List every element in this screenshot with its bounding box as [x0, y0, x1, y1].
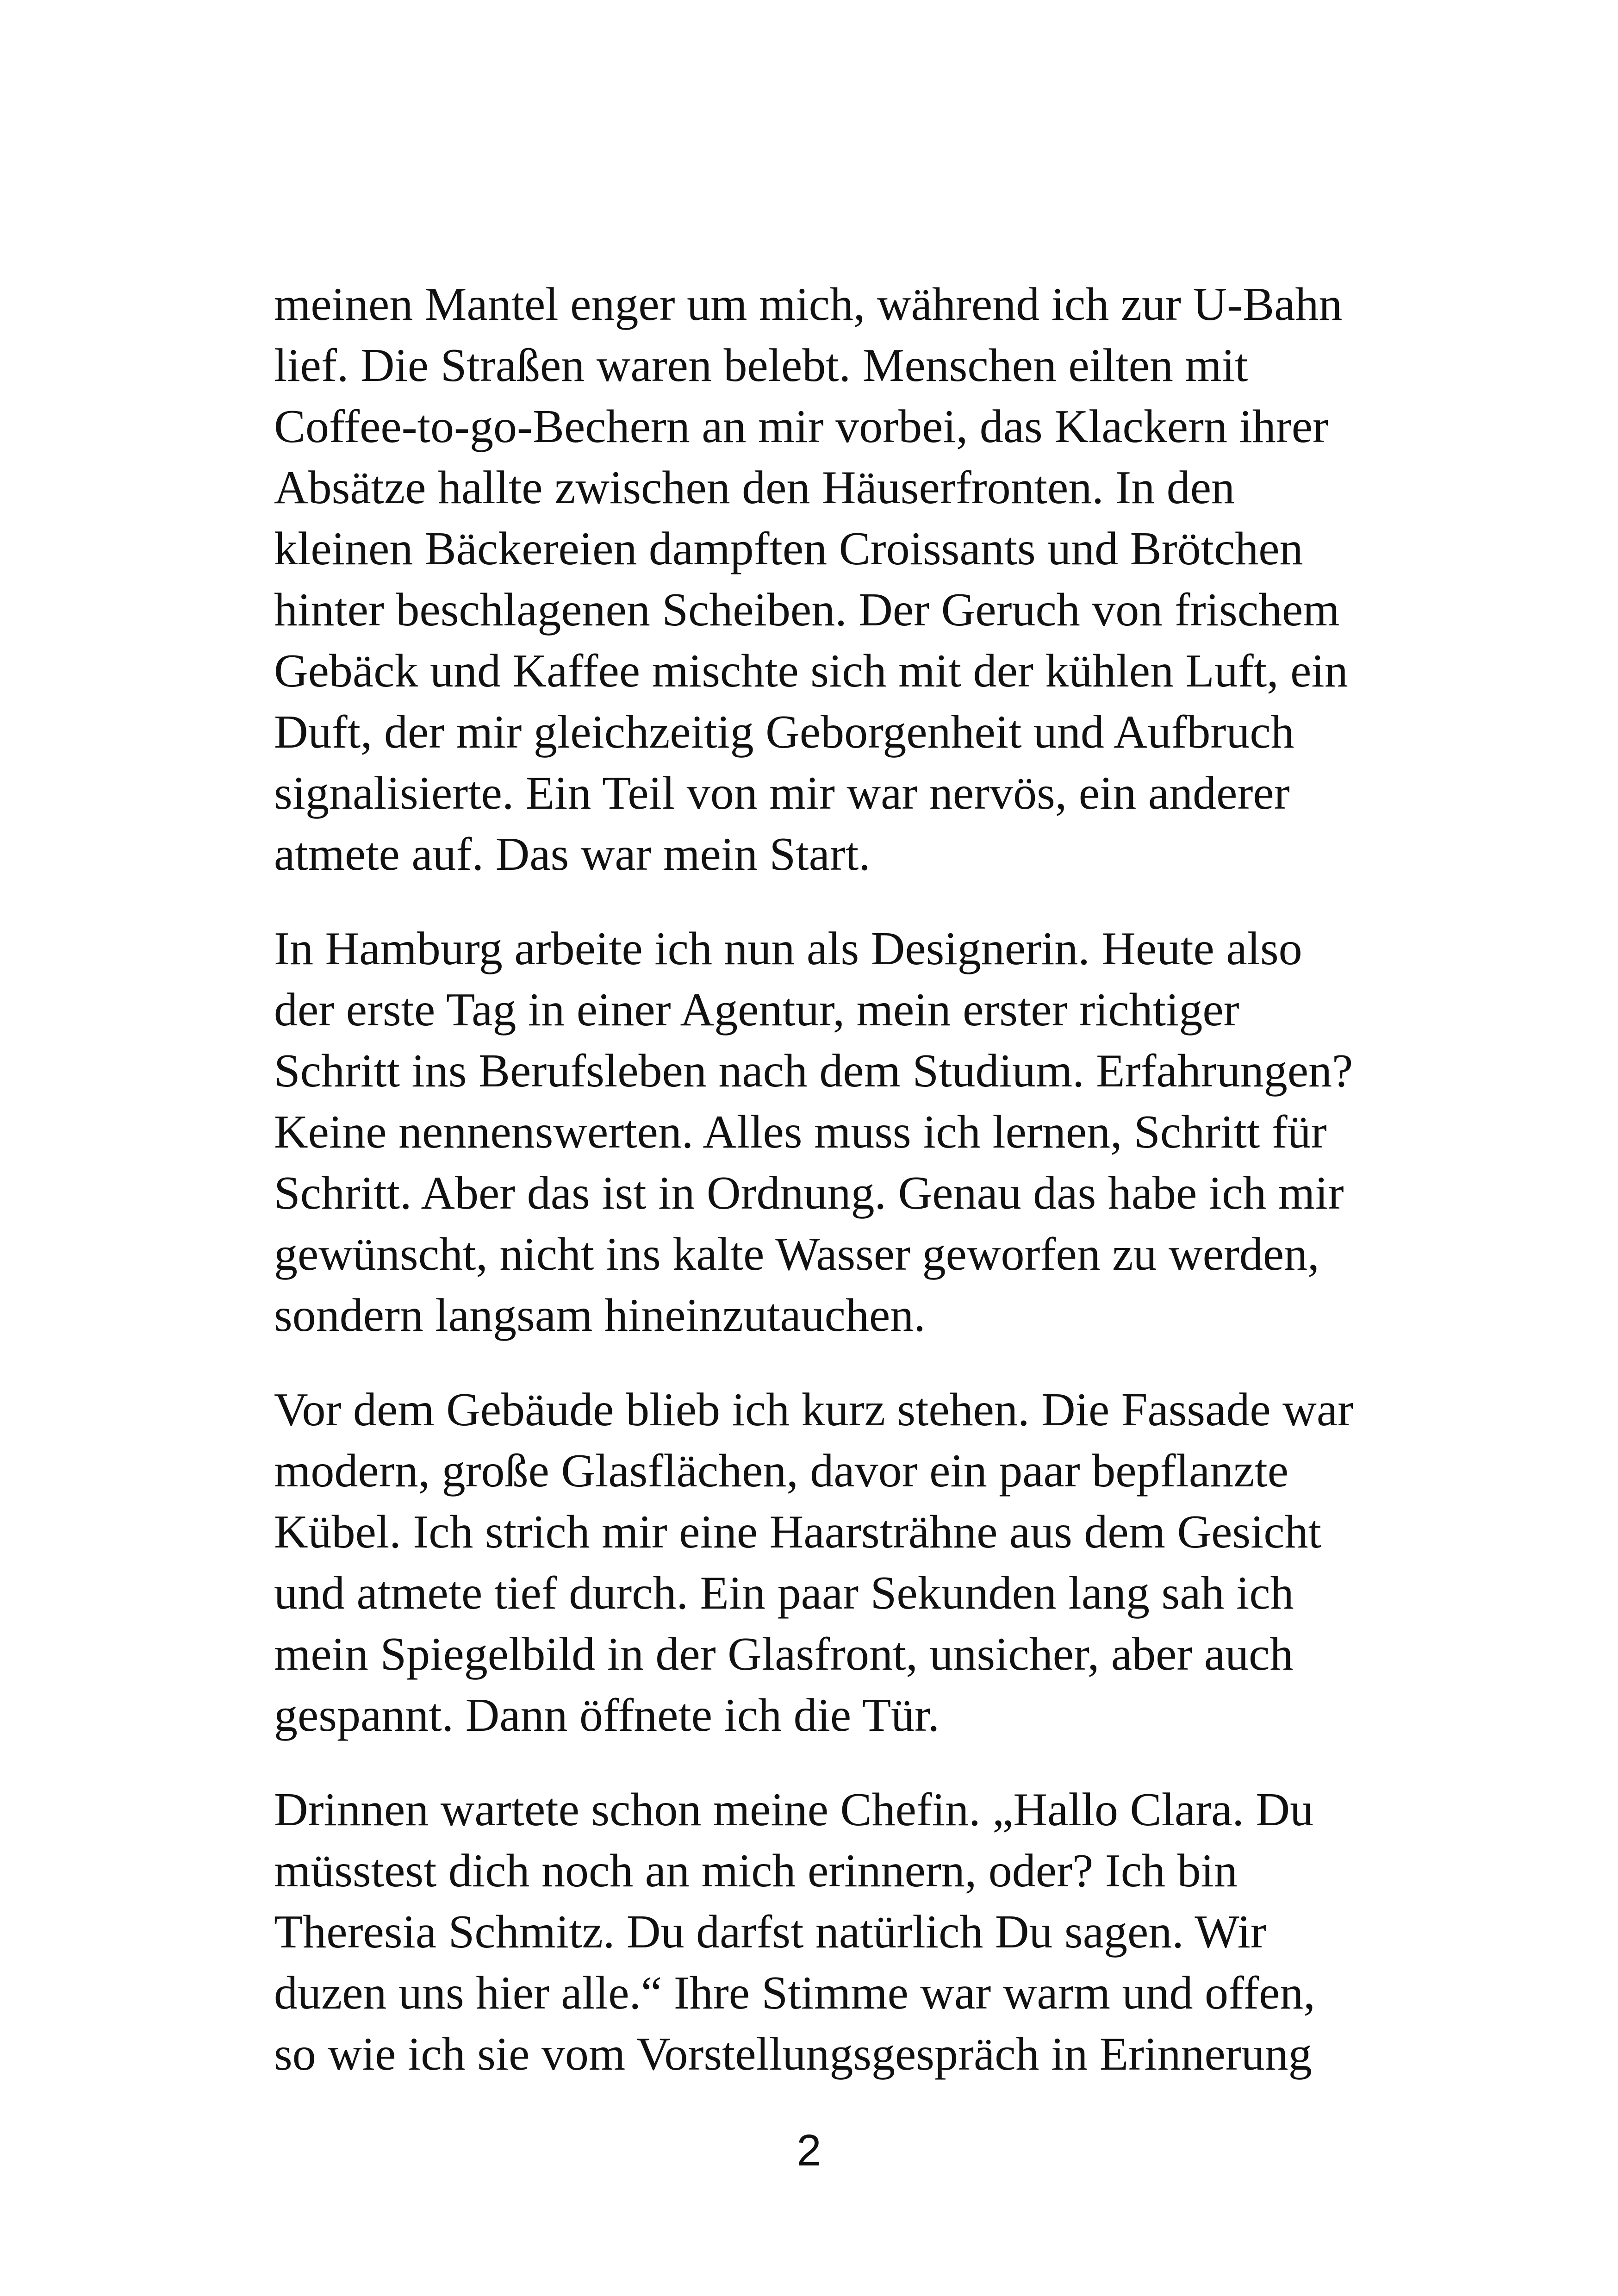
text-line: In Hamburg arbeite ich nun als Designerin. Heute also [274, 923, 1302, 975]
text-line: mein Spiegelbild in der Glasfront, unsicher, aber auch [274, 1628, 1294, 1680]
body-text [274, 274, 1354, 2085]
text-line: Theresia Schmitz. Du darfst natürlich Du sagen. Wir [274, 1906, 1266, 1958]
text-line: duzen uns hier alle.“ Ihre Stimme war warm und offen, [274, 1967, 1315, 2019]
text-line: Kübel. Ich strich mir eine Haarsträhne aus dem Gesicht [274, 1506, 1322, 1558]
text-line: sondern langsam hineinzutauchen. [274, 1289, 926, 1341]
paragraph [274, 918, 1353, 1346]
text-line: Absätze hallte zwischen den Häuserfronten. In den [274, 462, 1235, 514]
text-line: Duft, der mir gleichzeitig Geborgenheit und Aufbruch [274, 706, 1294, 758]
text-line: modern, große Glasflächen, davor ein paar bepflanzte [274, 1445, 1289, 1497]
text-line: lief. Die Straßen waren belebt. Menschen eilten mit [274, 339, 1248, 392]
text-line: Keine nennenswerten. Alles muss ich lernen, Schritt für [274, 1106, 1327, 1158]
text-line: meinen Mantel enger um mich, während ich zur U-Bahn [274, 278, 1343, 331]
text-line: Drinnen wartete schon meine Chefin. „Hallo Clara. Du [274, 1784, 1314, 1836]
page-number: 2 [797, 2126, 821, 2175]
text-line: Schritt ins Berufsleben nach dem Studium. Erfahrungen? [274, 1045, 1353, 1097]
text-line: atmete auf. Das war mein Start. [274, 828, 871, 880]
text-line: der erste Tag in einer Agentur, mein erster richtiger [274, 984, 1239, 1036]
text-line: müsstest dich noch an mich erinnern, oder? Ich bin [274, 1845, 1238, 1897]
text-line: Coffee-to-go-Bechern an mir vorbei, das Klackern ihrer [274, 400, 1329, 453]
text-line: so wie ich sie vom Vorstellungsgespräch in Erinnerung [274, 2028, 1312, 2080]
text-line: kleinen Bäckereien dampften Croissants und Brötchen [274, 523, 1303, 575]
text-line: Gebäck und Kaffee mischte sich mit der kühlen Luft, ein [274, 645, 1348, 697]
paragraph [274, 1379, 1354, 1746]
paragraph [274, 1779, 1348, 2085]
text-line: signalisierte. Ein Teil von mir war nervös, ein anderer [274, 767, 1290, 819]
text-line: und atmete tief durch. Ein paar Sekunden lang sah ich [274, 1567, 1294, 1619]
text-line: gespannt. Dann öffnete ich die Tür. [274, 1689, 940, 1741]
text-line: hinter beschlagenen Scheiben. Der Geruch von frischem [274, 584, 1340, 636]
text-line: gewünscht, nicht ins kalte Wasser geworfen zu werden, [274, 1228, 1319, 1280]
paragraph [274, 274, 1348, 885]
text-line: Vor dem Gebäude blieb ich kurz stehen. Die Fassade war [274, 1384, 1354, 1436]
text-line: Schritt. Aber das ist in Ordnung. Genau das habe ich mir [274, 1167, 1344, 1219]
